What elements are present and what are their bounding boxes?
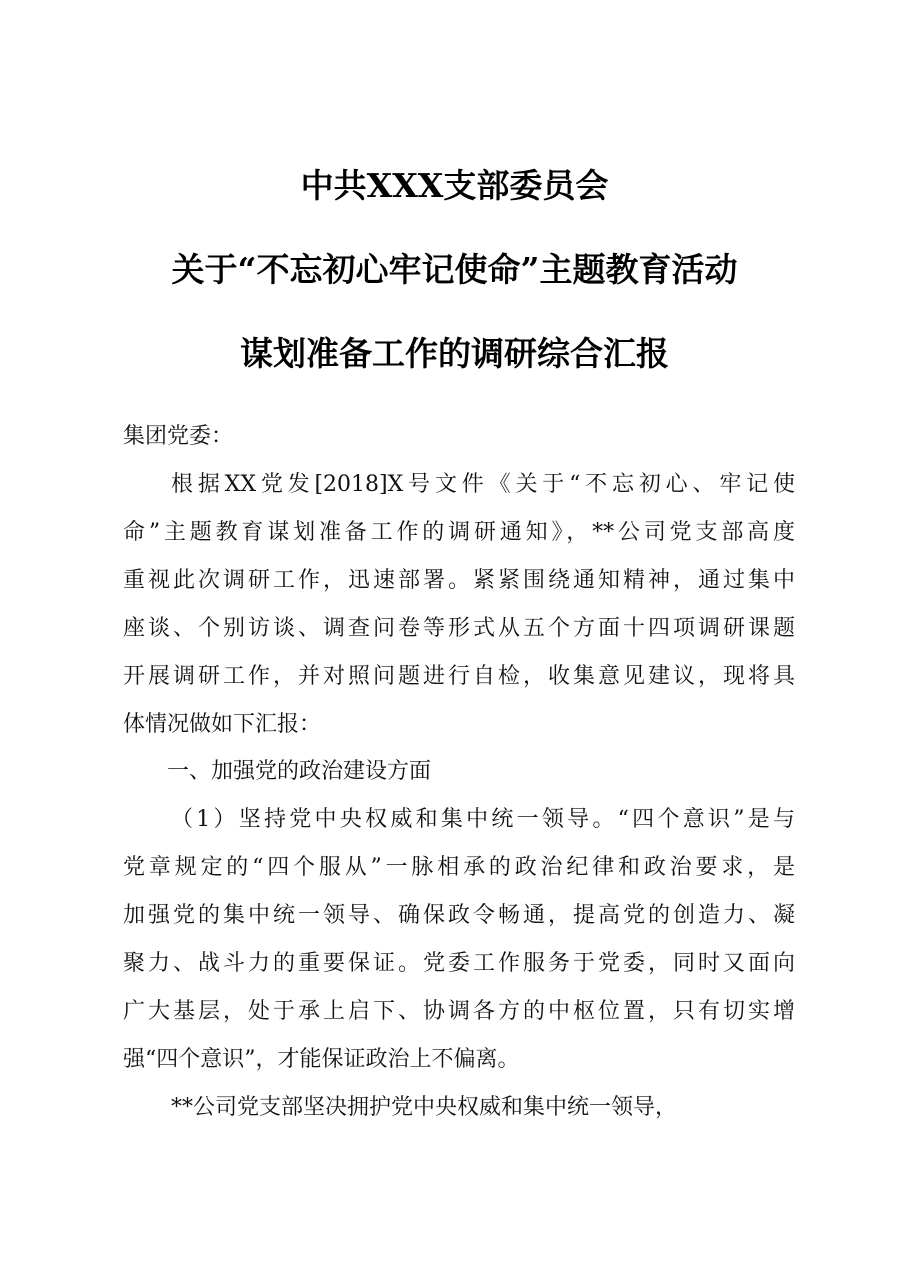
section-1-line-2: 党章规定的“四个服从”一脉相承的政治纪律和政治要求，是	[123, 855, 795, 880]
section-1-line-4: 聚力、战斗力的重要保证。党委工作服务于党委，同时又面向	[123, 951, 795, 976]
intro-line-4: 座谈、个别访谈、调查问卷等形式从五个方面十四项调研课题	[123, 616, 795, 641]
intro-paragraph	[123, 461, 795, 749]
section-1-line-1: （1）坚持党中央权威和集中统一领导。“四个意识”是与	[171, 807, 795, 832]
salutation: 集团党委：	[123, 424, 234, 449]
section-1-line-5: 广大基层，处于承上启下、协调各方的中枢位置，只有切实增	[123, 999, 795, 1024]
section-1-line-3: 加强党的集中统一领导、确保政令畅通，提高党的创造力、凝	[123, 903, 795, 928]
section-1-paragraph-2	[123, 1084, 795, 1132]
section-1-para2-line-1: **公司党支部坚决拥护党中央权威和集中统一领导，	[171, 1095, 678, 1120]
intro-line-6: 体情况做如下汇报：	[123, 712, 322, 737]
section-1-paragraph	[123, 796, 795, 1084]
intro-line-5: 开展调研工作，并对照问题进行自检，收集意见建议，现将具	[123, 664, 795, 689]
title-line-1: 中共XXX支部委员会	[300, 166, 609, 205]
intro-line-1: 根据XX党发[2018]X号文件《关于“不忘初心、牢记使	[171, 472, 795, 497]
section-1-line-6: 强“四个意识”，才能保证政治上不偏离。	[123, 1047, 520, 1072]
section-1-heading: 一、加强党的政治建设方面	[167, 759, 432, 784]
title-line-3: 谋划准备工作的调研综合汇报	[240, 334, 669, 373]
intro-line-2: 命”主题教育谋划准备工作的调研通知》，**公司党支部高度	[123, 520, 795, 545]
intro-line-3: 重视此次调研工作，迅速部署。紧紧围绕通知精神，通过集中	[123, 568, 795, 593]
title-line-2: 关于“不忘初心牢记使命”主题教育活动	[171, 250, 738, 289]
